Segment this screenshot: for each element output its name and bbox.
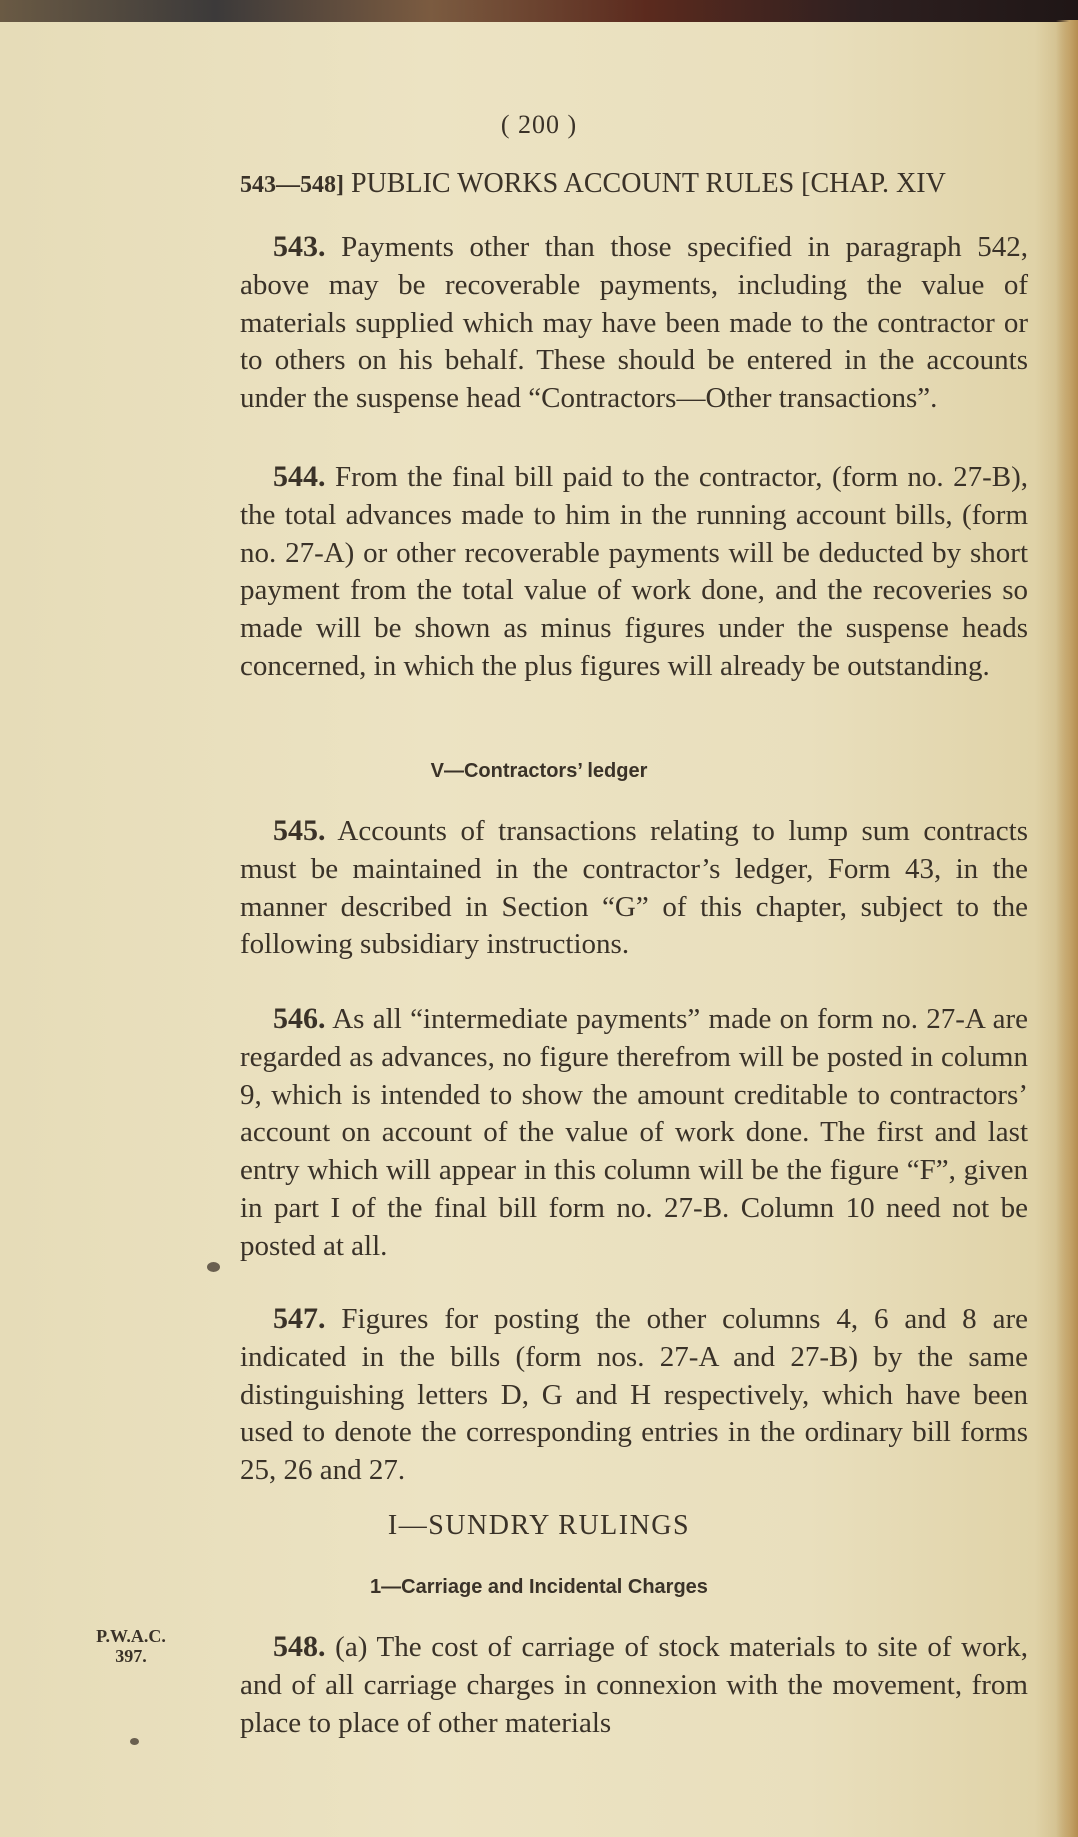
paragraph-text: Payments other than those specified in paragraph 542, above may be recoverable payments, including the value of materials supplied which may have been made to the contractor or to others on his behalf. These should be entered in the accounts under the suspense head “Contractors—Other transactions”. <box>240 231 1028 415</box>
paragraph-546 <box>240 1000 1028 1266</box>
subheading-contractors-ledger: V—Contractors’ ledger <box>430 760 648 782</box>
paragraph-text: Figures for posting the other columns 4, 6 and 8 are indicated in the bills (form nos. 27-A and 27-B) by the same distinguishing letters D, G and H respectively, which have been used to denote the corresponding entries in the ordinary bill forms 25, 26 and 27. <box>240 1303 1028 1487</box>
ink-spot <box>207 1262 220 1272</box>
paragraph-545 <box>240 812 1028 964</box>
paragraph-number: 548. <box>273 1630 326 1663</box>
paragraph-number: 547. <box>273 1302 326 1335</box>
running-head <box>240 168 1030 200</box>
margin-note <box>76 1626 186 1666</box>
page-number: ( 200 ) <box>500 110 578 139</box>
page-top-edge <box>0 0 1078 22</box>
margin-note-line: P.W.A.C. <box>96 1626 166 1646</box>
margin-note-line: 397. <box>115 1646 147 1666</box>
paragraph-547 <box>240 1300 1028 1490</box>
paragraph-number: 545. <box>273 814 326 847</box>
paragraph-number: 544. <box>273 460 326 493</box>
paragraph-number: 546. <box>273 1002 326 1035</box>
ink-spot <box>130 1738 139 1745</box>
running-head-title: PUBLIC WORKS ACCOUNT RULES [CHAP. XIV <box>351 168 946 199</box>
subheading-carriage-charges: 1—Carriage and Incidental Charges <box>370 1576 708 1598</box>
paragraph-number: 543. <box>273 230 326 263</box>
running-head-range: 543—548] <box>240 172 344 198</box>
paragraph-text: (a) The cost of carriage of stock materials to site of work, and of all carriage charges in connexion with the movement, from place to place of other materials <box>240 1631 1028 1739</box>
paragraph-544 <box>240 458 1028 686</box>
section-heading-sundry-rulings: I—SUNDRY RULINGS <box>387 1510 691 1541</box>
paragraph-text: From the final bill paid to the contractor, (form no. 27-B), the total advances made to him in the running account bills, (form no. 27-A) or other recoverable payments will be deducted by short payment from the total value of work done, and the recoveries so made will be shown as minus figures under the suspense heads concerned, in which the plus figures will already be outstanding. <box>240 461 1029 682</box>
paragraph-text: Accounts of transactions relating to lump sum contracts must be maintained in the contractor’s ledger, Form 43, in the manner described in Section “G” of this chapter, subject to the following subsidiary instructions. <box>240 815 1028 961</box>
paragraph-text: As all “intermediate payments” made on form no. 27-A are regarded as advances, no figure therefrom will be posted in column 9, which is intended to show the amount creditable to contractors’ account on account of the value of work done. The first and last entry which will appear in this column will be the figure “F”, given in part I of the final bill form no. 27-B. Column 10 need not be posted at all. <box>240 1003 1028 1262</box>
page-right-edge <box>1056 20 1078 1837</box>
paragraph-548 <box>240 1628 1028 1742</box>
paragraph-543 <box>240 228 1028 418</box>
